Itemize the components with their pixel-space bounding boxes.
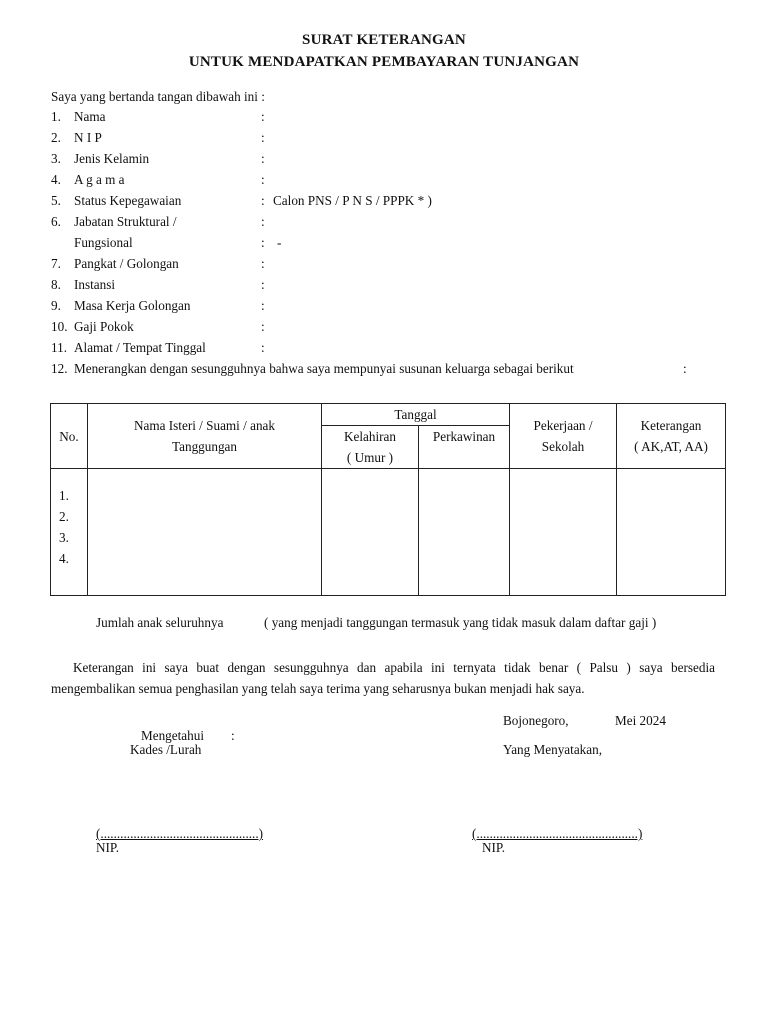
field-label-gaji-pokok: Gaji Pokok: [74, 319, 134, 334]
field-label-jabatan: Jabatan Struktural /: [74, 214, 177, 229]
item12-text: Menerangkan dengan sesungguhnya bahwa saya mempunyai susunan keluarga sebagai berikut: [74, 361, 574, 376]
jumlah-anak-note: ( yang menjadi tanggungan termasuk yang tidak masuk dalam daftar gaji ): [264, 615, 657, 630]
field-label-instansi: Instansi: [74, 277, 116, 292]
header-pekerjaan: Pekerjaan / Sekolah: [510, 404, 617, 469]
row-numbers-cell: [51, 469, 88, 596]
document-title: SURAT KETERANGAN: [302, 32, 466, 48]
jumlah-anak-label: Jumlah anak seluruhnya: [96, 615, 224, 630]
intro-text: Saya yang bertanda tangan dibawah ini :: [51, 89, 265, 104]
header-no: No.: [51, 404, 88, 469]
field-colon: :: [261, 256, 265, 271]
nama-cell[interactable]: [88, 469, 322, 596]
yang-menyatakan-label: Yang Menyatakan,: [503, 742, 603, 757]
pekerjaan-cell[interactable]: [510, 469, 617, 596]
left-signature-line: (................................................): [96, 826, 264, 841]
right-signature-line: (.................................................): [472, 826, 643, 841]
field-colon: :: [261, 319, 265, 334]
field-colon: :: [261, 193, 265, 208]
field-number: 7.: [51, 256, 61, 271]
field-colon: :: [261, 340, 265, 355]
place-text: Bojonegoro,: [503, 713, 569, 728]
field-value-status-kepegawaian: Calon PNS / P N S / PPPK * ): [273, 193, 432, 208]
mengetahui-colon: :: [231, 728, 235, 743]
field-colon: :: [261, 235, 265, 250]
row-number: 4.: [59, 551, 69, 566]
field-number: 2.: [51, 130, 61, 145]
field-colon: :: [261, 151, 265, 166]
perkawinan-cell[interactable]: [419, 469, 510, 596]
field-label-masa-kerja: Masa Kerja Golongan: [74, 298, 191, 313]
field-number: 6.: [51, 214, 61, 229]
field-label-agama: A g a m a: [74, 172, 125, 187]
row-number: 1.: [59, 488, 69, 503]
field-colon: :: [261, 109, 265, 124]
kelahiran-cell[interactable]: [322, 469, 419, 596]
header-kelahiran: Kelahiran ( Umur ): [322, 426, 419, 469]
field-value-fungsional: -: [277, 235, 282, 250]
field-colon: :: [261, 130, 265, 145]
field-number: 8.: [51, 277, 61, 292]
document-subtitle: UNTUK MENDAPATKAN PEMBAYARAN TUNJANGAN: [188, 54, 580, 70]
field-label-pangkat: Pangkat / Golongan: [74, 256, 179, 271]
row-number: 3.: [59, 530, 69, 545]
header-nama: Nama Isteri / Suami / anak Tanggungan: [88, 404, 322, 469]
kades-lurah-label: Kades /Lurah: [130, 742, 202, 757]
item12-colon: :: [683, 361, 687, 376]
mengetahui-label: Mengetahui: [141, 728, 204, 743]
field-label-jenis-kelamin: Jenis Kelamin: [74, 151, 150, 166]
date-text: Mei 2024: [615, 713, 666, 728]
field-number: 12.: [51, 361, 68, 376]
field-label-fungsional: Fungsional: [74, 235, 133, 250]
field-label-status-kepegawaian: Status Kepegawaian: [74, 193, 182, 208]
field-number: 5.: [51, 193, 61, 208]
field-number: 11.: [51, 340, 67, 355]
field-number: 10.: [51, 319, 68, 334]
field-label-nama: Nama: [74, 109, 106, 124]
header-keterangan: Keterangan ( AK,AT, AA): [617, 404, 726, 469]
field-colon: :: [261, 214, 265, 229]
keterangan-cell[interactable]: [617, 469, 726, 596]
statement-paragraph: Keterangan ini saya buat dengan sesungguhnya dan apabila ini ternyata tidak benar ( Palsu ) saya bersedia mengembalikan semua penghasilan yang telah saya terima yang seharusnya bukan menjadi hak saya.: [51, 660, 715, 696]
field-number: 9.: [51, 298, 61, 313]
field-label-alamat: Alamat / Tempat Tinggal: [74, 340, 206, 355]
field-label-nip: N I P: [74, 130, 102, 145]
field-colon: :: [261, 172, 265, 187]
row-number: 2.: [59, 509, 69, 524]
field-number: 3.: [51, 151, 61, 166]
field-number: 4.: [51, 172, 61, 187]
header-perkawinan: Perkawinan: [419, 426, 510, 469]
family-table: [50, 403, 726, 596]
field-number: 1.: [51, 109, 61, 124]
field-colon: :: [261, 277, 265, 292]
left-nip-label: NIP.: [96, 840, 120, 855]
field-colon: :: [261, 298, 265, 313]
header-tanggal: Tanggal: [322, 404, 510, 426]
right-nip-label: NIP.: [482, 840, 506, 855]
